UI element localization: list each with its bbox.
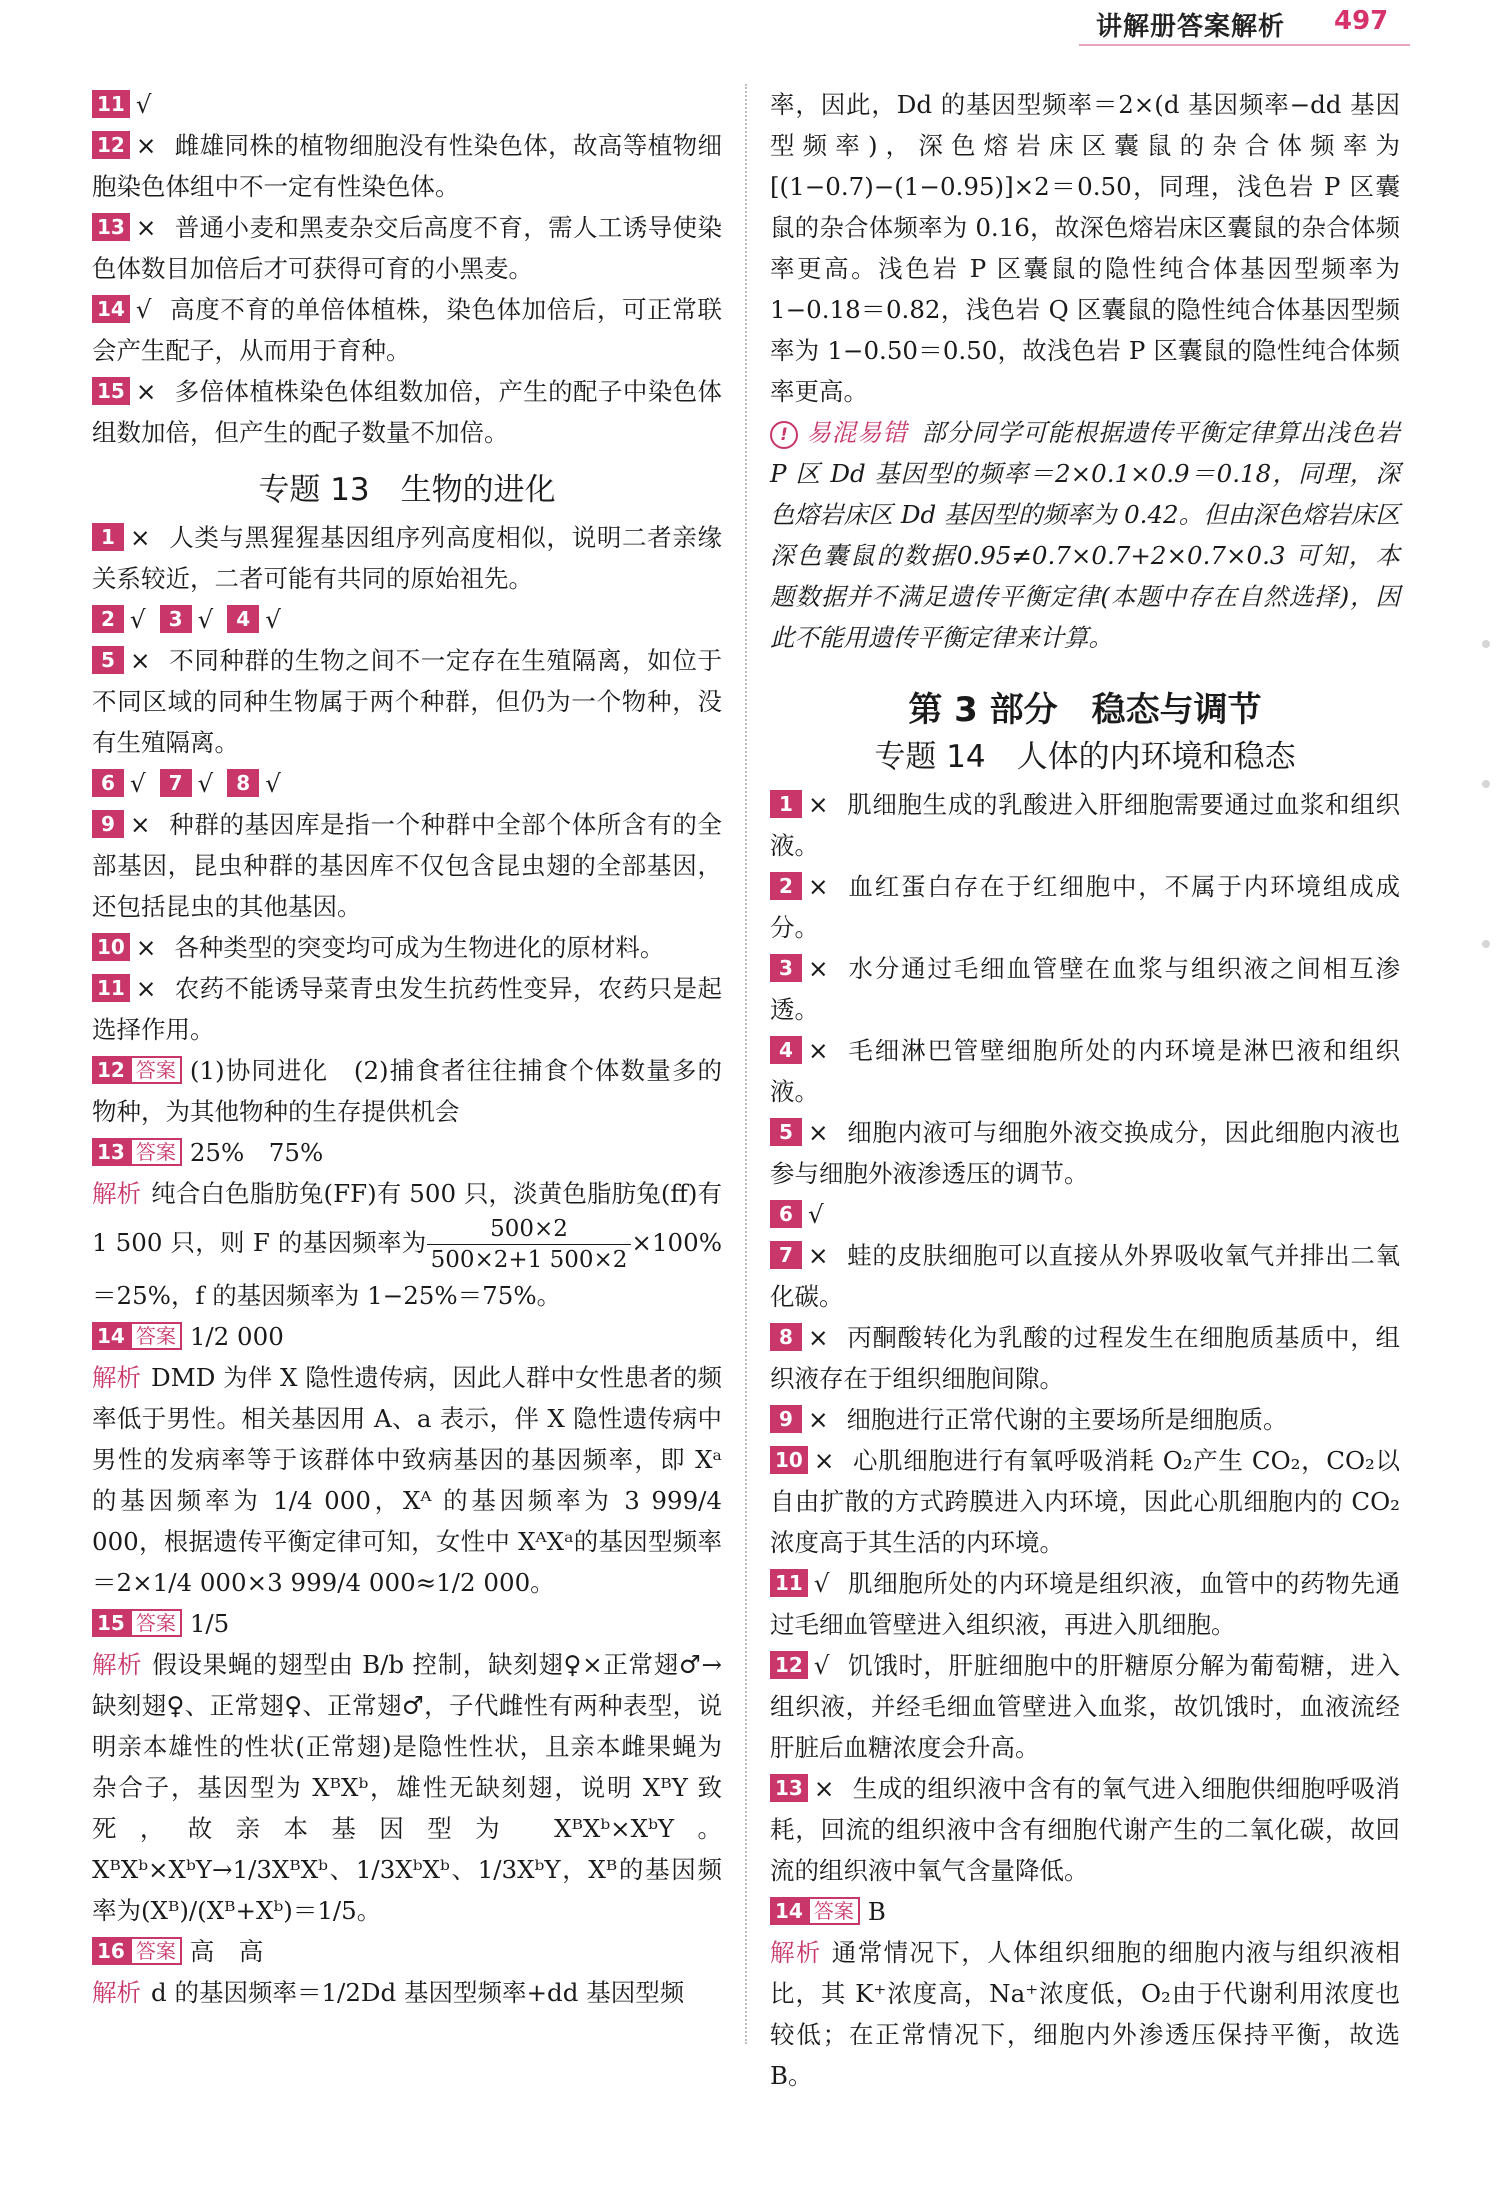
- answer-item: [770, 1194, 1400, 1235]
- answer-item: [92, 207, 722, 289]
- analysis-label: 解析: [92, 1179, 142, 1208]
- cross-mark: ×: [135, 213, 157, 242]
- item-text: 高度不育的单倍体植株，染色体加倍后，可正常联会产生配子，从而用于育种。: [92, 295, 722, 365]
- cross-mark: ×: [135, 377, 157, 406]
- answer-item: [770, 1645, 1400, 1768]
- item-number: 9: [92, 810, 124, 838]
- cross-mark: ×: [808, 872, 829, 901]
- answer-tag: 答案: [130, 1609, 182, 1637]
- item-text: 肌细胞生成的乳酸进入肝细胞需要通过血浆和组织液。: [770, 790, 1400, 860]
- item-number: 6: [92, 769, 124, 797]
- answer-value: 1/2 000: [189, 1322, 284, 1351]
- item-text: 普通小麦和黑麦杂交后高度不育，需人工诱导使染色体数目加倍后才可获得可育的小黑麦。: [92, 213, 722, 283]
- analysis: [92, 1173, 722, 1316]
- answer-item: [92, 1603, 722, 1644]
- item-text: 生成的组织液中含有的氧气进入细胞供细胞呼吸消耗，回流的组织液中含有细胞代谢产生的二氧化碳，故回流的组织液中氧气含量降低。: [770, 1774, 1400, 1885]
- item-number: 13: [92, 213, 130, 241]
- answer-tag: 答案: [808, 1897, 860, 1925]
- answer-tag: 答案: [130, 1322, 182, 1350]
- analysis-text: DMD 为伴 X 隐性遗传病，因此人群中女性患者的频率低于男性。相关基因用 A、a 表示，伴 X 隐性遗传病中男性的发病率等于该群体中致病基因的基因频率，即 Xᵃ 的基因频率为 1/4 000，Xᴬ 的基因频率为 3 999/4 000，根据遗传平衡定律可知，女性中 XᴬXᵃ的基因型频率＝2×1/4 000×3 999/4 000≈1/2 000。: [92, 1363, 722, 1597]
- analysis: [92, 1972, 722, 2013]
- check-mark: √: [265, 605, 281, 634]
- answer-item: [770, 948, 1400, 1030]
- item-number: 11: [92, 90, 130, 118]
- answer-item: [770, 1768, 1400, 1891]
- cross-mark: ×: [135, 131, 157, 160]
- check-mark: √: [265, 769, 281, 798]
- item-number: 14: [92, 1322, 130, 1350]
- analysis-continued: 率，因此，Dd 的基因型频率＝2×(d 基因频率−dd 基因型频率)，深色熔岩床区囊鼠的杂合体频率为[(1−0.7)−(1−0.95)]×2＝0.50，同理，浅色岩 P 区囊鼠的杂合体频率为 0.16，故深色熔岩床区囊鼠的杂合体频率更高。浅色岩 P 区囊鼠的隐性纯合体基因型频率为 1−0.18＝0.82，浅色岩 Q 区囊鼠的隐性纯合体基因型频率为 1−0.50＝0.50，故浅色岩 P 区囊鼠的隐性纯合体频率更高。: [770, 90, 1400, 406]
- part-title: 第 3 部分 稳态与调节: [908, 690, 1262, 730]
- answer-item: [92, 1931, 722, 1972]
- item-text: 农药不能诱导菜青虫发生抗药性变异，农药只是起选择作用。: [92, 974, 722, 1044]
- column-divider: [745, 84, 747, 2044]
- cross-mark: ×: [808, 1241, 829, 1270]
- answer-tag: 答案: [130, 1937, 182, 1965]
- cross-mark: ×: [135, 974, 157, 1003]
- analysis-text: d 的基因频率＝1/2Dd 基因型频率+dd 基因型频: [151, 1978, 685, 2007]
- item-number: 15: [92, 1609, 130, 1637]
- answer-item: [92, 125, 722, 207]
- item-text: 细胞进行正常代谢的主要场所是细胞质。: [846, 1405, 1288, 1434]
- item-number: 15: [92, 377, 130, 405]
- answer-item: [770, 1112, 1400, 1194]
- analysis-text: ×100%＝25%，f 的基因频率为 1−25%＝75%。: [92, 1228, 722, 1310]
- check-mark: √: [197, 605, 214, 634]
- cross-mark: ×: [808, 1405, 829, 1434]
- cross-mark: ×: [135, 933, 157, 962]
- item-number: 1: [770, 790, 802, 818]
- answer-item: [770, 1317, 1400, 1399]
- answer-row: [92, 763, 722, 804]
- item-number: 3: [770, 954, 802, 982]
- item-text: 毛细淋巴管壁细胞所处的内环境是淋巴液和组织液。: [770, 1036, 1400, 1106]
- answer-item: [92, 640, 722, 763]
- item-number: 11: [92, 974, 130, 1002]
- analysis-text: 通常情况下，人体组织细胞的细胞内液与组织液相比，其 K⁺浓度高，Na⁺浓度低，O₂由于代谢利用浓度也较低；在正常情况下，细胞内外渗透压保持平衡，故选 B。: [770, 1938, 1401, 2090]
- answer-item: [92, 804, 722, 927]
- item-number: 6: [770, 1200, 802, 1228]
- answer-item: [770, 784, 1400, 866]
- item-text: 各种类型的突变均可成为生物进化的原材料。: [174, 933, 665, 962]
- item-number: 12: [92, 131, 130, 159]
- item-number: 5: [92, 646, 124, 674]
- item-number: 10: [770, 1446, 808, 1474]
- left-column: [92, 84, 722, 2013]
- item-number: 1: [92, 523, 124, 551]
- item-number: 11: [770, 1569, 808, 1597]
- cross-mark: ×: [808, 790, 829, 819]
- cross-mark: ×: [130, 646, 151, 675]
- analysis-label: 解析: [92, 1978, 141, 2007]
- decorative-dot: [1482, 640, 1490, 648]
- check-mark: √: [813, 1569, 830, 1598]
- item-number: 3: [160, 605, 192, 633]
- exclamation-icon: !: [770, 421, 798, 449]
- answer-tag: 答案: [130, 1138, 182, 1166]
- item-number: 4: [770, 1036, 802, 1064]
- answer-value: 1/5: [189, 1609, 230, 1638]
- item-text: 细胞内液可与细胞外液交换成分，因此细胞内液也参与细胞外液渗透压的调节。: [770, 1118, 1400, 1188]
- warning-note: [770, 412, 1400, 658]
- item-text: 不同种群的生物之间不一定存在生殖隔离，如位于不同区域的同种生物属于两个种群，但仍为一个物种，没有生殖隔离。: [92, 646, 722, 757]
- fraction-numerator: 500×2: [427, 1214, 632, 1245]
- answer-value: 高 高: [189, 1937, 264, 1966]
- check-mark: √: [808, 1200, 824, 1229]
- answer-value: B: [867, 1897, 886, 1926]
- item-text: 心肌细胞进行有氧呼吸消耗 O₂产生 CO₂，CO₂以自由扩散的方式跨膜进入内环境，因此心肌细胞内的 CO₂浓度高于其生活的内环境。: [770, 1446, 1400, 1557]
- answer-item: [770, 1235, 1400, 1317]
- answer-item: [770, 866, 1400, 948]
- analysis-label: 解析: [92, 1363, 142, 1392]
- answer-item: [92, 289, 722, 371]
- cross-mark: ×: [130, 810, 151, 839]
- section-title: 专题 13 生物的进化: [258, 472, 556, 508]
- check-mark: √: [813, 1651, 830, 1680]
- answer-item: [92, 1050, 722, 1132]
- item-number: 12: [770, 1651, 808, 1679]
- item-text: 雌雄同株的植物细胞没有性染色体，故高等植物细胞染色体组中不一定有性染色体。: [92, 131, 722, 201]
- answer-item: [92, 84, 722, 125]
- item-number: 5: [770, 1118, 802, 1146]
- check-mark: √: [135, 295, 152, 324]
- cross-mark: ×: [813, 1446, 835, 1475]
- answer-item: [92, 371, 722, 453]
- cross-mark: ×: [130, 523, 151, 552]
- cross-mark: ×: [808, 1118, 829, 1147]
- item-number: 14: [770, 1897, 808, 1925]
- fraction-denominator: 500×2+1 500×2: [430, 1247, 628, 1273]
- item-number: 8: [770, 1323, 802, 1351]
- item-number: 13: [770, 1774, 808, 1802]
- check-mark: √: [135, 90, 152, 119]
- item-text: 饥饿时，肝脏细胞中的肝糖原分解为葡萄糖，进入组织液，并经毛细血管壁进入血浆，故饥饿时，血液流经肝脏后血糖浓度会升高。: [770, 1651, 1400, 1762]
- check-mark: √: [130, 769, 146, 798]
- item-number: 16: [92, 1937, 130, 1965]
- answer-item: [770, 1891, 1400, 1932]
- answer-value: 25% 75%: [189, 1138, 324, 1167]
- answer-item: [770, 1399, 1400, 1440]
- item-text: 人类与黑猩猩基因组序列高度相似，说明二者亲缘关系较近，二者可能有共同的原始祖先。: [92, 523, 722, 593]
- right-column: [770, 84, 1400, 2096]
- item-number: 4: [227, 605, 259, 633]
- cross-mark: ×: [808, 1323, 829, 1352]
- item-text: 多倍体植株染色体组数加倍，产生的配子中染色体组数加倍，但产生的配子数量不加倍。: [92, 377, 722, 447]
- analysis: [770, 1932, 1400, 2096]
- item-text: 种群的基因库是指一个种群中全部个体所含有的全部基因，昆虫种群的基因库不仅包含昆虫翅的全部基因，还包括昆虫的其他基因。: [92, 810, 722, 921]
- warning-text: 部分同学可能根据遗传平衡定律算出浅色岩 P 区 Dd 基因型的频率＝2×0.1×0.9＝0.18，同理，深色熔岩床区 Dd 基因型的频率为 0.42。但由深色熔岩床区深色囊鼠的数据0.95≠0.7×0.7+2×0.7×0.3 可知，本题数据并不满足遗传平衡定律(本题中存在自然选择)，因此不能用遗传平衡定律来计算。: [770, 418, 1400, 652]
- answer-item: [92, 1316, 722, 1357]
- item-text: 肌细胞所处的内环境是组织液，血管中的药物先通过毛细血管壁进入组织液，再进入肌细胞。: [770, 1569, 1400, 1639]
- item-number: 2: [92, 605, 124, 633]
- answer-item: [770, 1563, 1400, 1645]
- item-text: 蛙的皮肤细胞可以直接从外界吸收氧气并排出二氧化碳。: [770, 1241, 1400, 1311]
- item-text: 水分通过毛细血管壁在血浆与组织液之间相互渗透。: [770, 954, 1400, 1024]
- decorative-dot: [1482, 780, 1490, 788]
- item-text: 血红蛋白存在于红细胞中，不属于内环境组成成分。: [770, 872, 1400, 942]
- item-number: 14: [92, 295, 130, 323]
- analysis: [92, 1357, 722, 1603]
- header-title: 讲解册答案解析: [1096, 12, 1286, 42]
- analysis: [92, 1644, 722, 1931]
- page-number: 497: [1334, 6, 1389, 36]
- item-text: 丙酮酸转化为乳酸的过程发生在细胞质基质中，组织液存在于组织细胞间隙。: [770, 1323, 1400, 1393]
- analysis-label: 解析: [770, 1938, 822, 1967]
- item-number: 13: [92, 1138, 130, 1166]
- check-mark: √: [130, 605, 146, 634]
- analysis-text: 假设果蝇的翅型由 B/b 控制，缺刻翅♀×正常翅♂→缺刻翅♀、正常翅♀、正常翅♂，子代雌性有两种表型，说明亲本雄性的性状(正常翅)是隐性性状，且亲本雌果蝇为杂合子，基因型为 XᴮXᵇ，雄性无缺刻翅，说明 XᴮY 致死，故亲本基因型为 XᴮXᵇ×XᵇY。XᴮXᵇ×XᵇY→1/3XᴮXᵇ、1/3XᵇXᵇ、1/3XᵇY，Xᴮ的基因频率为(Xᴮ)/(Xᴮ+Xᵇ)＝1/5。: [92, 1650, 722, 1925]
- item-number: 7: [770, 1241, 802, 1269]
- answer-item: [770, 1030, 1400, 1112]
- cross-mark: ×: [808, 1036, 829, 1065]
- analysis-label: 解析: [92, 1650, 143, 1679]
- item-number: 9: [770, 1405, 802, 1433]
- decorative-dot: [1482, 940, 1490, 948]
- answer-item: [92, 968, 722, 1050]
- header-divider: [1079, 44, 1410, 46]
- answer-item: [92, 927, 722, 968]
- answer-item: [92, 517, 722, 599]
- answer-item: [92, 1132, 722, 1173]
- section-title: 专题 14 人体的内环境和稳态: [874, 739, 1296, 775]
- cross-mark: ×: [813, 1774, 835, 1803]
- fraction: [427, 1214, 632, 1275]
- answer-item: [770, 1440, 1400, 1563]
- item-number: 12: [92, 1056, 130, 1084]
- answer-row: [92, 599, 722, 640]
- item-text: (1)协同进化 (2)捕食者往往捕食个体数量多的物种，为其他物种的生存提供机会: [92, 1056, 722, 1126]
- analysis-text: 纯合白色脂肪兔(FF)有 500 只，淡黄色脂肪兔(ff)有 1 500 只，则 F 的基因频率为: [92, 1179, 722, 1257]
- item-number: 8: [227, 769, 259, 797]
- answer-tag: 答案: [130, 1056, 182, 1084]
- item-number: 10: [92, 933, 130, 961]
- check-mark: √: [197, 769, 214, 798]
- warning-label: 易混易错: [806, 418, 908, 447]
- item-number: 2: [770, 872, 802, 900]
- item-number: 7: [160, 769, 192, 797]
- cross-mark: ×: [808, 954, 829, 983]
